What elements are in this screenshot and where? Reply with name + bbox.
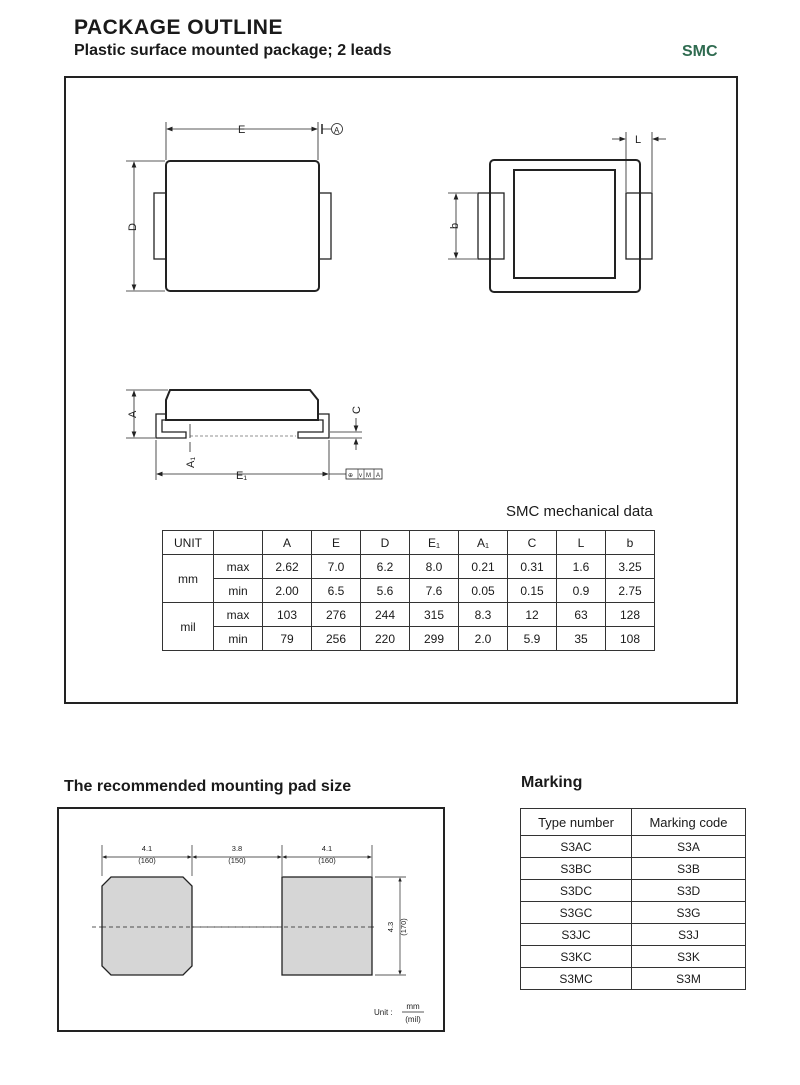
table-cell: 3.25 [606, 555, 655, 579]
table-cell: 0.9 [557, 579, 606, 603]
table-cell: 0.21 [459, 555, 508, 579]
package-code: SMC [682, 43, 718, 60]
table-cell: S3MC [521, 968, 632, 990]
table-header-cell: L [557, 531, 606, 555]
table-header-cell: D [361, 531, 410, 555]
table-cell: 299 [410, 627, 459, 651]
dim-label-A1: A₁ [185, 456, 197, 468]
table-cell: S3BC [521, 858, 632, 880]
mounting-pad-right [282, 877, 372, 975]
unit-cell: mil [163, 603, 214, 651]
dim-label-E1: E₁ [236, 470, 248, 482]
table-cell: 0.05 [459, 579, 508, 603]
dim-label-b: b [449, 222, 461, 229]
table-cell: 108 [606, 627, 655, 651]
dim-height-mm: 4.3 [386, 921, 395, 933]
table-cell: S3M [632, 968, 746, 990]
mechanical-data-title: SMC mechanical data [506, 503, 653, 520]
row-label: min [214, 579, 263, 603]
table-cell: 5.9 [508, 627, 557, 651]
table-cell: S3A [632, 836, 746, 858]
table-cell: S3DC [521, 880, 632, 902]
row-label: max [214, 555, 263, 579]
dim-label-E: E [238, 124, 246, 136]
mounting-pad-left [102, 877, 192, 975]
table-cell: 7.6 [410, 579, 459, 603]
table-cell: 315 [410, 603, 459, 627]
table-cell: S3K [632, 946, 746, 968]
table-header-cell: UNIT [163, 531, 214, 555]
table-cell: 103 [263, 603, 312, 627]
dim-label-D: D [127, 223, 139, 231]
datum-label-A: A [334, 126, 340, 135]
tol-m: M [366, 473, 371, 479]
table-cell: 7.0 [312, 555, 361, 579]
table-row [521, 902, 746, 924]
table-header-cell: b [606, 531, 655, 555]
table-row [521, 880, 746, 902]
dim-pad1-mil: (160) [138, 856, 156, 865]
table-header-row [521, 809, 746, 836]
table-cell: S3B [632, 858, 746, 880]
table-cell: 244 [361, 603, 410, 627]
dim-height-mil: (170) [399, 918, 408, 936]
table-cell: S3JC [521, 924, 632, 946]
table-cell: 2.0 [459, 627, 508, 651]
dim-pad1-mm: 4.1 [141, 844, 153, 853]
table-header-cell: C [508, 531, 557, 555]
table-cell: 2.00 [263, 579, 312, 603]
unit-top: mm [406, 1002, 420, 1011]
page-title: PACKAGE OUTLINE [74, 16, 283, 39]
table-cell: 35 [557, 627, 606, 651]
table-cell: S3G [632, 902, 746, 924]
table-cell: 6.2 [361, 555, 410, 579]
table-cell: 12 [508, 603, 557, 627]
dim-gap-mil: (150) [228, 856, 246, 865]
table-row [521, 858, 746, 880]
mounting-pad-title: The recommended mounting pad size [64, 778, 352, 795]
dim-pad2-mil: (160) [318, 856, 336, 865]
table-cell: 5.6 [361, 579, 410, 603]
dim-label-C: C [351, 406, 363, 414]
table-cell: S3KC [521, 946, 632, 968]
tol-symbol: ⊕ [348, 473, 354, 479]
table-header-cell: Type number [521, 809, 632, 836]
marking-title: Marking [521, 774, 583, 791]
tol-datum: A [376, 473, 381, 479]
table-header-cell: E [312, 531, 361, 555]
dim-label-A: A [127, 410, 139, 418]
table-cell: S3J [632, 924, 746, 946]
table-cell: 79 [263, 627, 312, 651]
table-header-cell: A [263, 531, 312, 555]
table-cell: 8.0 [410, 555, 459, 579]
table-cell: 0.31 [508, 555, 557, 579]
dim-pad2-mm: 4.1 [321, 844, 333, 853]
table-cell: 0.15 [508, 579, 557, 603]
table-header-cell: E₁ [410, 531, 459, 555]
marking-table [520, 808, 746, 990]
table-row [521, 946, 746, 968]
unit-label: Unit : [374, 1008, 393, 1017]
table-cell: S3AC [521, 836, 632, 858]
row-label: min [214, 627, 263, 651]
page-subtitle: Plastic surface mounted package; 2 leads [74, 42, 392, 59]
table-header-cell: A₁ [459, 531, 508, 555]
table-cell: S3D [632, 880, 746, 902]
table-cell: 276 [312, 603, 361, 627]
table-cell: 2.62 [263, 555, 312, 579]
dim-gap-mm: 3.8 [231, 844, 243, 853]
table-row [521, 924, 746, 946]
table-cell: 63 [557, 603, 606, 627]
unit-cell: mm [163, 555, 214, 603]
table-cell: 1.6 [557, 555, 606, 579]
table-cell: 6.5 [312, 579, 361, 603]
table-row [521, 836, 746, 858]
table-header-cell: Marking code [632, 809, 746, 836]
table-cell: 2.75 [606, 579, 655, 603]
row-label: max [214, 603, 263, 627]
table-cell: 220 [361, 627, 410, 651]
table-cell: 256 [312, 627, 361, 651]
table-row [521, 968, 746, 990]
dim-label-L: L [635, 134, 642, 146]
unit-bottom: (mil) [405, 1015, 421, 1024]
tol-v: v [359, 473, 362, 479]
table-cell: S3GC [521, 902, 632, 924]
table-cell: 8.3 [459, 603, 508, 627]
table-cell: 128 [606, 603, 655, 627]
